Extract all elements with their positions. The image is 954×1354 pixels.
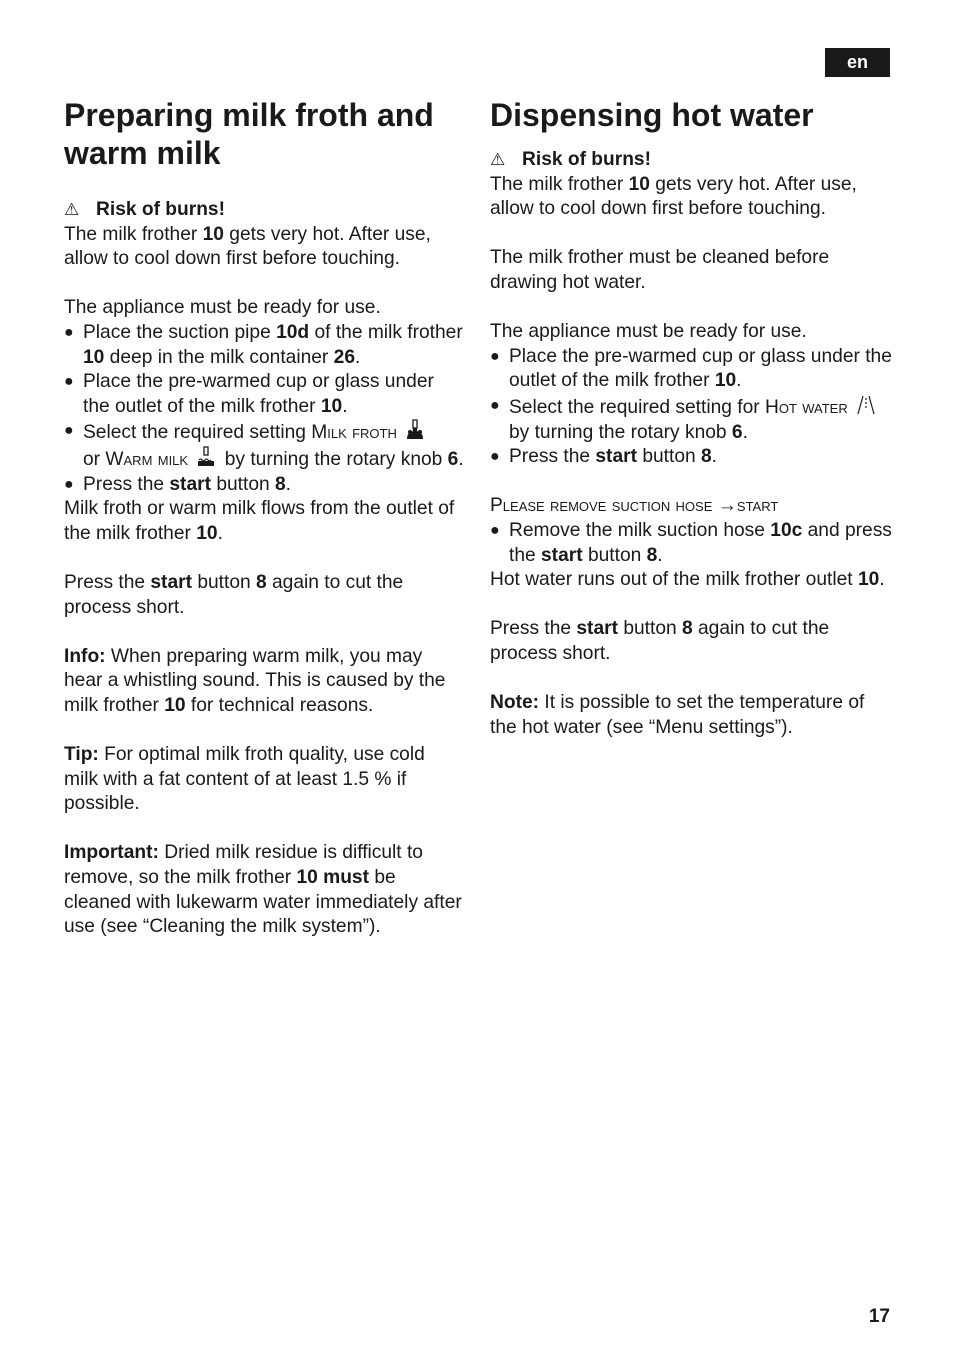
steps-list-2 <box>490 519 895 568</box>
important-text: Important: Dried milk residue is difficult to remove, so the milk frother 10 must be cleaned with lukewarm water immediately after use (see “Cleaning the milk system”). <box>64 842 462 938</box>
section-milk-froth <box>64 96 464 940</box>
steps-list <box>490 345 895 470</box>
section-title: Preparing milk froth and warm milk <box>64 97 434 171</box>
list-item: ● Place the suction pipe 10d of the milk frother 10 deep in the milk container 26. <box>64 321 463 368</box>
bullet-icon: ● <box>64 422 74 440</box>
list-item: ● Remove the milk suction hose 10c and press the start button 8. <box>490 519 892 566</box>
runs-text: Hot water runs out of the milk frother outlet 10. <box>490 569 885 591</box>
warning-icon: ⚠ <box>490 150 506 169</box>
section-title: Dispensing hot water <box>490 97 814 133</box>
bullet-icon: ● <box>490 347 500 365</box>
cut-short-text: Press the start button 8 again to cut the process short. <box>490 618 830 664</box>
steps-list <box>64 321 464 497</box>
bullet-icon: ● <box>64 323 74 341</box>
language-tab: en <box>825 48 890 77</box>
ready-text: The appliance must be ready for use. <box>64 297 381 319</box>
list-item: ● Place the pre-warmed cup or glass under the outlet of the milk frother 10. <box>490 345 892 392</box>
bullet-icon: ● <box>64 475 74 493</box>
cut-short-text: Press the start button 8 again to cut the process short. <box>64 571 404 618</box>
tip-text: Tip: For optimal milk froth quality, use cold milk with a fat content of at least 1.5 % if possible. <box>64 744 425 815</box>
info-text: Info: When preparing warm milk, you may hear a whistling sound. This is caused by the milk frother 10 for technical reasons. <box>64 645 446 716</box>
warning-text: The milk frother 10 gets very hot. After use, allow to cool down first before touching. <box>490 173 857 220</box>
bullet-icon: ● <box>490 448 500 466</box>
list-item: ● Press the start button 8. <box>490 445 895 470</box>
hot-water-icon <box>855 394 877 416</box>
clean-text: The milk frother must be cleaned before drawing hot water. <box>490 247 830 293</box>
ready-text: The appliance must be ready for use. <box>490 321 807 343</box>
list-item: ● Press the start button 8. <box>64 473 464 498</box>
note-text: Note: It is possible to set the temperature of the hot water (see “Menu settings”). <box>490 692 865 738</box>
section-hot-water <box>490 96 895 740</box>
display-prompt: Please remove suction hose →start <box>490 495 779 517</box>
warm-milk-icon <box>195 446 217 468</box>
list-item: ● Select the required setting for Hot water by turning the rotary knob 6. <box>490 394 895 445</box>
page-number: 17 <box>868 1306 890 1327</box>
bullet-icon: ● <box>490 521 500 539</box>
arrow-right-icon: → <box>717 495 737 517</box>
bullet-icon: ● <box>64 373 74 391</box>
warning-heading: ⚠ Risk of burns! <box>64 198 464 223</box>
bullet-icon: ● <box>490 396 500 414</box>
warning-heading: ⚠ Risk of burns! <box>490 148 895 173</box>
milk-froth-icon <box>404 419 426 441</box>
list-item: ● Place the pre-warmed cup or glass under the outlet of the milk frother 10. <box>64 371 434 417</box>
list-item: ● Select the required setting Milk froth or Warm milk by turning the rotary knob 6. <box>64 419 464 472</box>
warning-text: The milk frother 10 gets very hot. After use, allow to cool down first before touching. <box>64 223 431 270</box>
warning-icon: ⚠ <box>64 200 80 219</box>
flow-text: Milk froth or warm milk flows from the outlet of the milk frother 10. <box>64 498 455 544</box>
